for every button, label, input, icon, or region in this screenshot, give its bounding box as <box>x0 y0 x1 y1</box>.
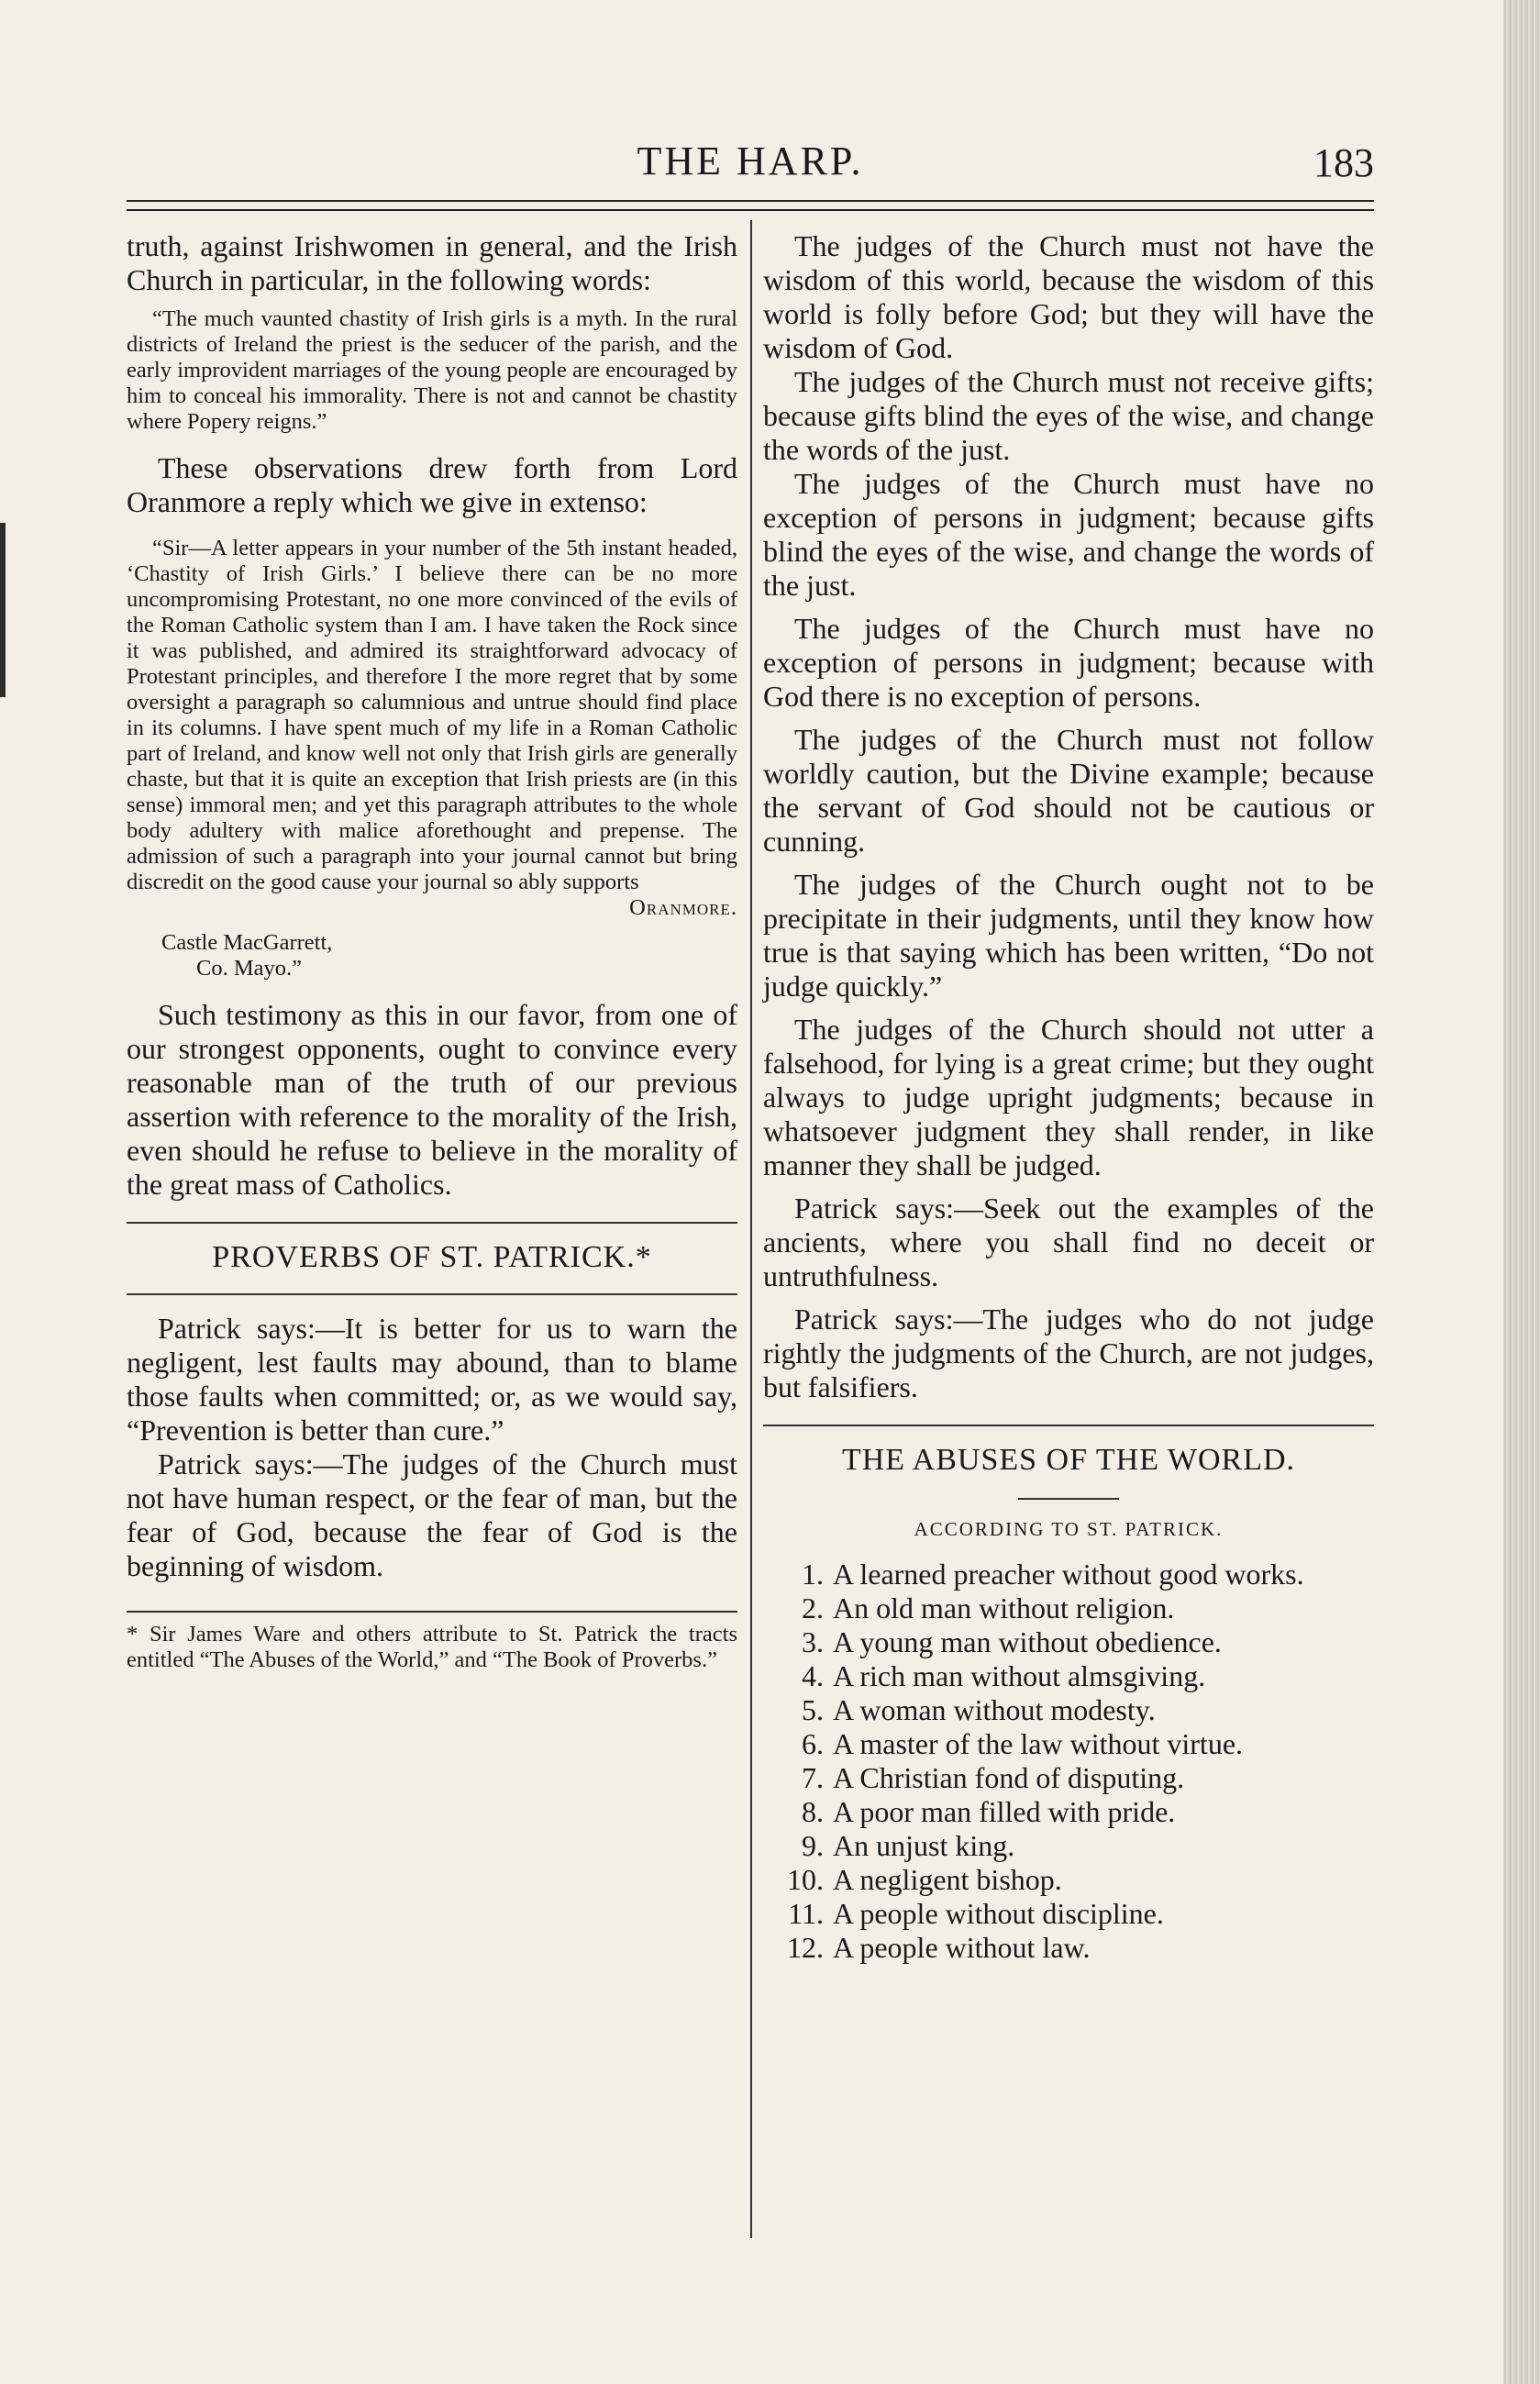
list-item-number: 6. <box>802 1727 824 1760</box>
list-item <box>763 1693 1374 1727</box>
list-item-number: 4. <box>802 1659 824 1692</box>
list-item-text: A master of the law without virtue. <box>833 1727 1244 1760</box>
proverb-paragraph: Patrick says:—It is better for us to warn the negligent, lest faults may abound, than to blame those faults when committed; or, as we would say, “Prevention is better than cure.” <box>127 1312 737 1447</box>
list-item-number: 5. <box>802 1693 824 1726</box>
proverb-paragraph: The judges of the Church must not receive gifts; because gifts blind the eyes of the wise, and change the words of the just. <box>763 365 1374 466</box>
list-item <box>763 1659 1374 1693</box>
abuses-list <box>763 1558 1374 1965</box>
list-item <box>763 1897 1374 1931</box>
section-heading-abuses: THE ABUSES OF THE WORLD. <box>841 1443 1296 1477</box>
footnote-rule <box>127 1611 737 1613</box>
list-item <box>763 1829 1374 1863</box>
list-item-number: 7. <box>802 1761 824 1794</box>
proverb-paragraph: The judges of the Church must have no exception of persons in judgment; because gifts blind the eyes of the wise, and change the words of the just. <box>763 467 1374 602</box>
section-rule <box>763 1425 1374 1426</box>
list-item-number: 1. <box>802 1558 824 1591</box>
running-head <box>127 138 1374 193</box>
paragraph: These observations drew forth from Lord Oranmore a reply which we give in extenso: <box>127 451 737 518</box>
list-item-number: 10. <box>787 1863 824 1896</box>
list-item-text: A woman without modesty. <box>833 1693 1156 1726</box>
list-item-text: An unjust king. <box>833 1829 1015 1862</box>
section-rule <box>127 1293 737 1295</box>
proverb-paragraph: The judges of the Church must not follow worldly caution, but the Divine example; because the servant of God should not be cautious or cunning. <box>763 723 1374 858</box>
list-item-text: A rich man without almsgiving. <box>833 1659 1206 1692</box>
list-item-number: 3. <box>802 1625 824 1658</box>
list-item-number: 2. <box>802 1591 824 1624</box>
paragraph: Such testimony as this in our favor, from one of our strongest opponents, ought to convince every reasonable man of the truth of our previous assertion with reference to the morality of the Irish, even should he refuse to believe in the morality of the great mass of Catholics. <box>127 998 737 1201</box>
list-item-text: A people without law. <box>833 1931 1091 1964</box>
list-item <box>763 1727 1374 1761</box>
footnote: * Sir James Ware and others attribute to St. Patrick the tracts entitled “The Abuses of the World,” and “The Book of Proverbs.” <box>127 1622 737 1672</box>
letter-signature: Oranmore. <box>629 895 737 920</box>
list-item <box>763 1558 1374 1591</box>
proverb-paragraph: Patrick says:—The judges of the Church must not have human respect, or the fear of man, but the fear of God, because the fear of God is the beginning of wisdom. <box>127 1447 737 1582</box>
letter-signature-line <box>127 895 737 921</box>
letter-address-line: Co. Mayo.” <box>196 956 302 981</box>
section-heading-proverbs: PROVERBS OF ST. PATRICK.* <box>212 1240 652 1274</box>
list-item-text: A Christian fond of disputing. <box>833 1761 1185 1794</box>
paragraph: truth, against Irishwomen in general, and the Irish Church in particular, in the following words: <box>127 229 737 296</box>
right-column <box>763 229 1374 1965</box>
column-divider <box>750 220 752 2238</box>
list-item-number: 12. <box>787 1931 824 1964</box>
list-item-text: A negligent bishop. <box>833 1863 1062 1896</box>
list-item <box>763 1931 1374 1965</box>
list-item <box>763 1863 1374 1897</box>
margin-mark <box>0 523 6 697</box>
proverb-paragraph: The judges of the Church must not have the wisdom of this world, because the wisdom of this world is folly before God; but they will have the wisdom of God. <box>763 229 1374 364</box>
header-rule <box>127 200 1374 211</box>
letter-quotation: “Sir—A letter appears in your number of the 5th instant headed, ‘Chastity of Irish Girls.’ I believe there can be no more uncompromising Protestant, no one more convinced of the evils of the Roman Catholic system than I am. I have taken the Rock since it was published, and admired its straightforward advocacy of Protestant principles, and therefore I the more regret that by some oversight a paragraph so calumnious and untrue should find place in its columns. I have spent much of my life in a Roman Catholic part of Ireland, and know well not only that Irish girls are generally chaste, but that it is quite an exception that Irish priests are (in this sense) immoral men; and yet this paragraph attributes to the whole body adultery with malice aforethought and prepense. The admission of such a paragraph into your journal cannot but bring discredit on the good cause your journal so ably supports <box>127 536 737 894</box>
list-item <box>763 1591 1374 1625</box>
proverb-paragraph: The judges of the Church must have no exception of persons in judgment; because with God there is no exception of persons. <box>763 612 1374 713</box>
section-subheading: ACCORDING TO ST. PATRICK. <box>914 1518 1224 1540</box>
list-item-number: 11. <box>788 1897 824 1930</box>
quotation: “The much vaunted chastity of Irish girls is a myth. In the rural districts of Ireland the priest is the seducer of the parish, and the early improvident marriages of the young people are encouraged by him to conceal his immorality. There is not and cannot be chastity where Popery reigns.” <box>127 306 737 434</box>
proverb-paragraph: Patrick says:—The judges who do not judge rightly the judgments of the Church, are not judges, but falsifiers. <box>763 1303 1374 1403</box>
proverb-paragraph: The judges of the Church should not utter a falsehood, for lying is a great crime; but they ought always to judge upright judgments; because in whatsoever judgment they shall render, in like manner they shall be judged. <box>763 1013 1374 1181</box>
section-rule <box>127 1222 737 1224</box>
proverb-paragraph: The judges of the Church ought not to be precipitate in their judgments, until they know how true is that saying which has been written, “Do not judge quickly.” <box>763 868 1374 1003</box>
letter-address-line: Castle MacGarrett, <box>161 930 333 955</box>
list-item-number: 8. <box>802 1795 824 1828</box>
list-item-text: A people without discipline. <box>833 1897 1164 1930</box>
page-number: 183 <box>1313 140 1374 185</box>
list-item-text: A young man without obedience. <box>833 1625 1222 1658</box>
list-item <box>763 1795 1374 1829</box>
publication-title: THE HARP. <box>637 139 864 183</box>
page-gutter-edge <box>1503 0 1540 2384</box>
list-item-text: A learned preacher without good works. <box>833 1558 1304 1591</box>
list-item-number: 9. <box>802 1829 824 1862</box>
list-item <box>763 1625 1374 1659</box>
proverb-paragraph: Patrick says:—Seek out the examples of the ancients, where you shall find no deceit or untruthfulness. <box>763 1192 1374 1292</box>
list-item-text: A poor man filled with pride. <box>833 1795 1176 1828</box>
list-item <box>763 1761 1374 1795</box>
left-column <box>127 229 737 1673</box>
short-rule <box>1018 1498 1119 1500</box>
list-item-text: An old man without religion. <box>833 1591 1175 1624</box>
